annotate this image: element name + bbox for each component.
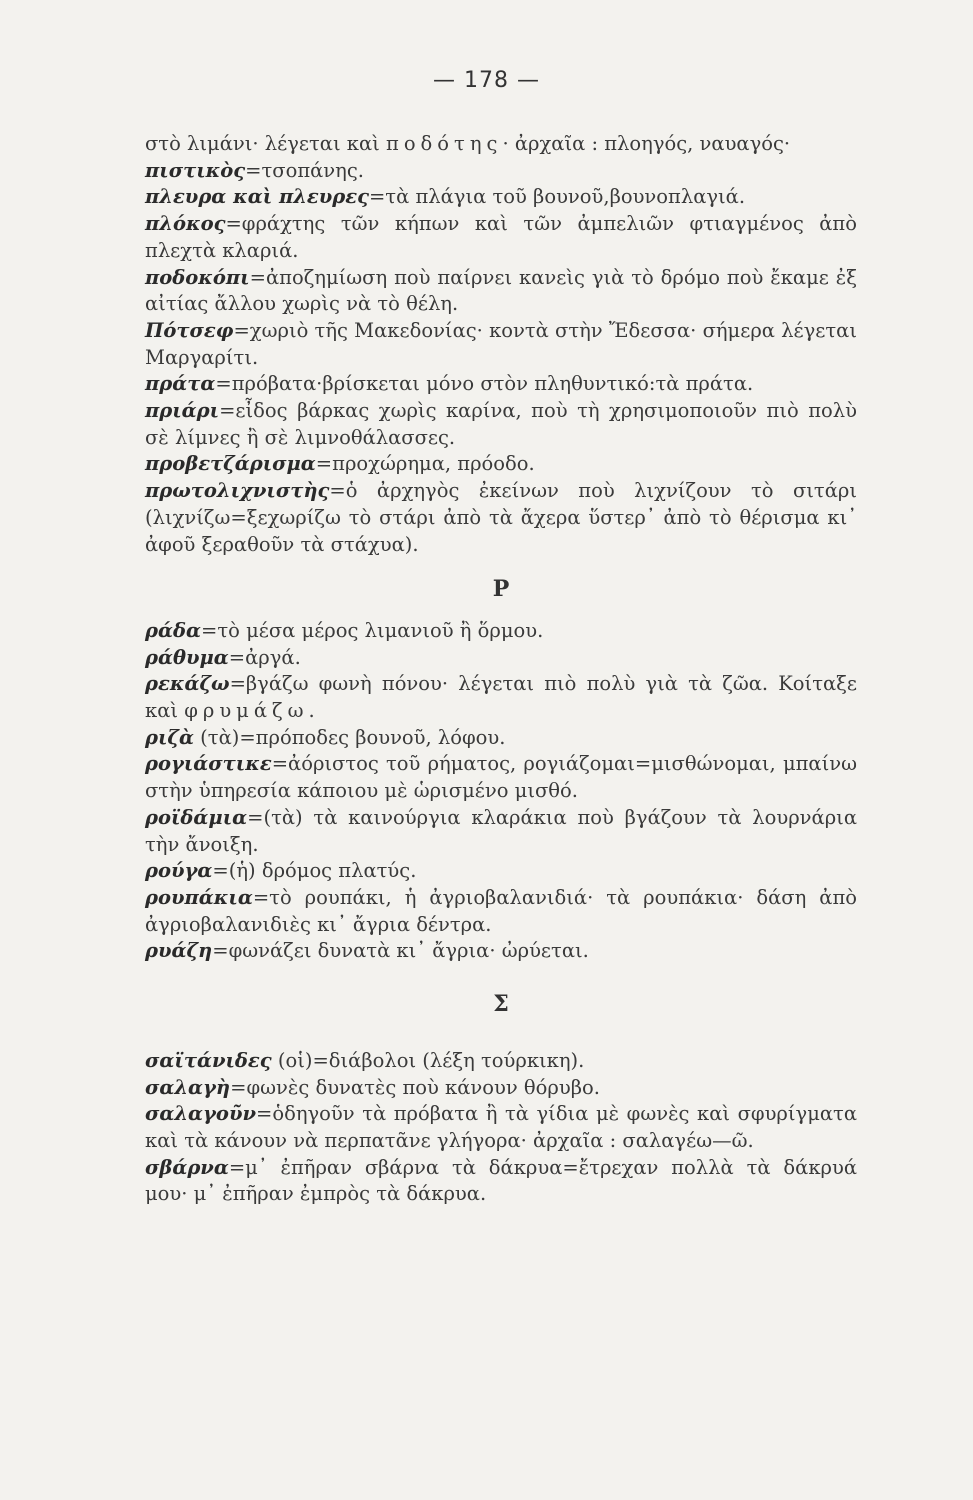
definition-post: .: [308, 699, 315, 723]
page-number: — 178 —: [433, 68, 540, 93]
entry: [145, 451, 857, 478]
definition: =φράχτης τῶν κήπων καὶ τῶν ἀμπελιῶν φτιαγμένος ἀπὸ πλεχτὰ κλαριά.: [145, 212, 857, 262]
definition: =προχώρημα, πρόοδο.: [315, 452, 535, 476]
entry: [145, 1075, 857, 1102]
headword: σαλαγοῦν: [145, 1102, 257, 1126]
headword: ρυάζη: [145, 939, 213, 963]
entry: [145, 805, 857, 858]
spaced-word: ποδότης: [386, 132, 503, 155]
definition: =μ᾽ ἐπῆραν σβάρνα τὰ δάκρυα=ἔτρεχαν πολλὰ τὰ δάκρυά μου· μ᾽ ἐπῆραν ἐμπρὸς τὰ δάκρυα.: [145, 1155, 857, 1206]
definition: =ὁ ἀρχηγὸς ἐκείνων ποὺ λιχνίζουν τὸ σιτάρι (λιχνίζω=ξεχωρίζω τὸ στάρι ἀπὸ τὰ ἄχερα ὕστερ᾽ ἀπὸ τὸ θέρισμα κι᾽ ἀφοῦ ξεραθοῦν τὰ στάχυα).: [145, 479, 857, 556]
entry: [145, 938, 857, 965]
definition: (οἱ)=διάβολοι (λέξη τούρκικη).: [271, 1048, 585, 1072]
definition: =ἀποζημίωση ποὺ παίρνει κανεὶς γιὰ τὸ δρόμο ποὺ ἔκαμε ἐξ αἰτίας ἄλλου χωρὶς νὰ τὸ θέλη.: [145, 265, 857, 316]
entry: [145, 725, 857, 752]
entry: [145, 371, 857, 398]
entry: [145, 885, 857, 938]
headword: ρουπάκια: [145, 885, 253, 909]
entry: [145, 751, 857, 804]
entry: [145, 1155, 857, 1208]
definition: =ἀργά.: [228, 645, 301, 669]
headword: πλόκος: [145, 212, 226, 236]
definition: =ἀόριστος τοῦ ρήματος, ρογιάζομαι=μισθώνομαι, μπαίνω στὴν ὑπηρεσία κάποιου μὲ ὡρισμένο μισθό.: [145, 752, 857, 803]
headword: ροϊδάμια: [145, 805, 248, 829]
headword: ρεκάζω: [145, 672, 230, 696]
headword: ράθυμα: [145, 645, 229, 669]
entry: [145, 1101, 857, 1154]
definition: =τὸ μέσα μέρος λιμανιοῦ ἢ ὅρμου.: [201, 618, 544, 642]
spaced-word: φρυμάζω: [184, 699, 309, 723]
definition: =(τὰ) τὰ καινούργια κλαράκια ποὺ βγάζουν τὰ λουρνάρια τὴν ἄνοιξη.: [145, 805, 857, 856]
entry-text: στὸ λιμάνι· λέγεται καὶ: [145, 132, 386, 155]
definition: =πρόβατα·βρίσκεται μόνο στὸν πληθυντικό:τὰ πράτα.: [215, 372, 754, 396]
entry-text-post: · ἀρχαῖα : πλοηγός, ναυαγός·: [502, 132, 791, 155]
headword: σβάρνα: [145, 1155, 229, 1179]
headword: πράτα: [145, 372, 216, 396]
entry: [145, 265, 857, 318]
entry: [145, 478, 857, 558]
entry: [145, 671, 857, 724]
definition: =φωνάζει δυνατὰ κι᾽ ἄγρια· ὠρύεται.: [212, 939, 589, 963]
section-heading-sigma: Σ: [493, 991, 509, 1018]
definition: =ὁδηγοῦν τὰ πρόβατα ἢ τὰ γίδια μὲ φωνὲς καὶ σφυρίγματα καὶ τὰ κάνουν νὰ περπατᾶνε γλήγορα· ἀρχαῖα : σαλαγέω—ῶ.: [145, 1102, 857, 1152]
headword: προβετζάρισμα: [145, 452, 316, 476]
headword: πρωτολιχνιστὴς: [145, 479, 330, 503]
definition: =βγάζω φωνὴ πόνου· λέγεται πιὸ πολὺ γιὰ τὰ ζῶα. Κοίταξε καὶ: [145, 672, 857, 723]
entry: [145, 645, 857, 672]
entry: [145, 211, 857, 264]
dictionary-text: [145, 131, 857, 1208]
headword: ποδοκόπι: [145, 265, 250, 289]
headword: ρογιάστικε: [145, 752, 272, 776]
entry: [145, 158, 857, 185]
entry-continuation: [145, 131, 857, 158]
entry: [145, 618, 857, 645]
definition: (τὰ)=πρόποδες βουνοῦ, λόφου.: [193, 725, 506, 749]
definition: =(ἡ) δρόμος πλατύς.: [212, 859, 417, 883]
headword: πριάρι: [145, 399, 220, 423]
entry: [145, 318, 857, 371]
headword: ρούγα: [145, 859, 213, 883]
section-heading-rho: Ρ: [492, 576, 510, 603]
entry: [145, 1048, 857, 1075]
entry: [145, 858, 857, 885]
entry: [145, 184, 857, 211]
headword: ράδα: [145, 618, 201, 642]
definition: =τσοπάνης.: [245, 158, 364, 182]
headword: Πότσεφ: [145, 318, 234, 342]
headword: πιστικὸς: [145, 158, 246, 182]
headword: πλευρα καὶ πλευρες: [145, 185, 369, 209]
entry: [145, 398, 857, 451]
headword: σαλαγὴ: [145, 1075, 231, 1099]
definition: =εἶδος βάρκας χωρὶς καρίνα, ποὺ τὴ χρησιμοποιοῦν πιὸ πολὺ σὲ λίμνες ἢ σὲ λιμνοθάλασσες.: [145, 399, 857, 449]
definition: =τὸ ρουπάκι, ἡ ἀγριοβαλανιδιά· τὰ ρουπάκια· δάση ἀπὸ ἀγριοβαλανιδιὲς κι᾽ ἄγρια δέντρα.: [145, 885, 857, 936]
definition: =φωνὲς δυνατὲς ποὺ κάνουν θόρυβο.: [230, 1075, 600, 1099]
headword: σαϊτάνιδες: [145, 1048, 272, 1072]
definition: =τὰ πλάγια τοῦ βουνοῦ,βουνοπλαγιά.: [368, 185, 746, 209]
headword: ριζὰ: [145, 725, 194, 749]
definition: =χωριὸ τῆς Μακεδονίας· κοντὰ στὴν Ἔδεσσα· σήμερα λέγεται Μαργαρίτι.: [145, 318, 857, 369]
